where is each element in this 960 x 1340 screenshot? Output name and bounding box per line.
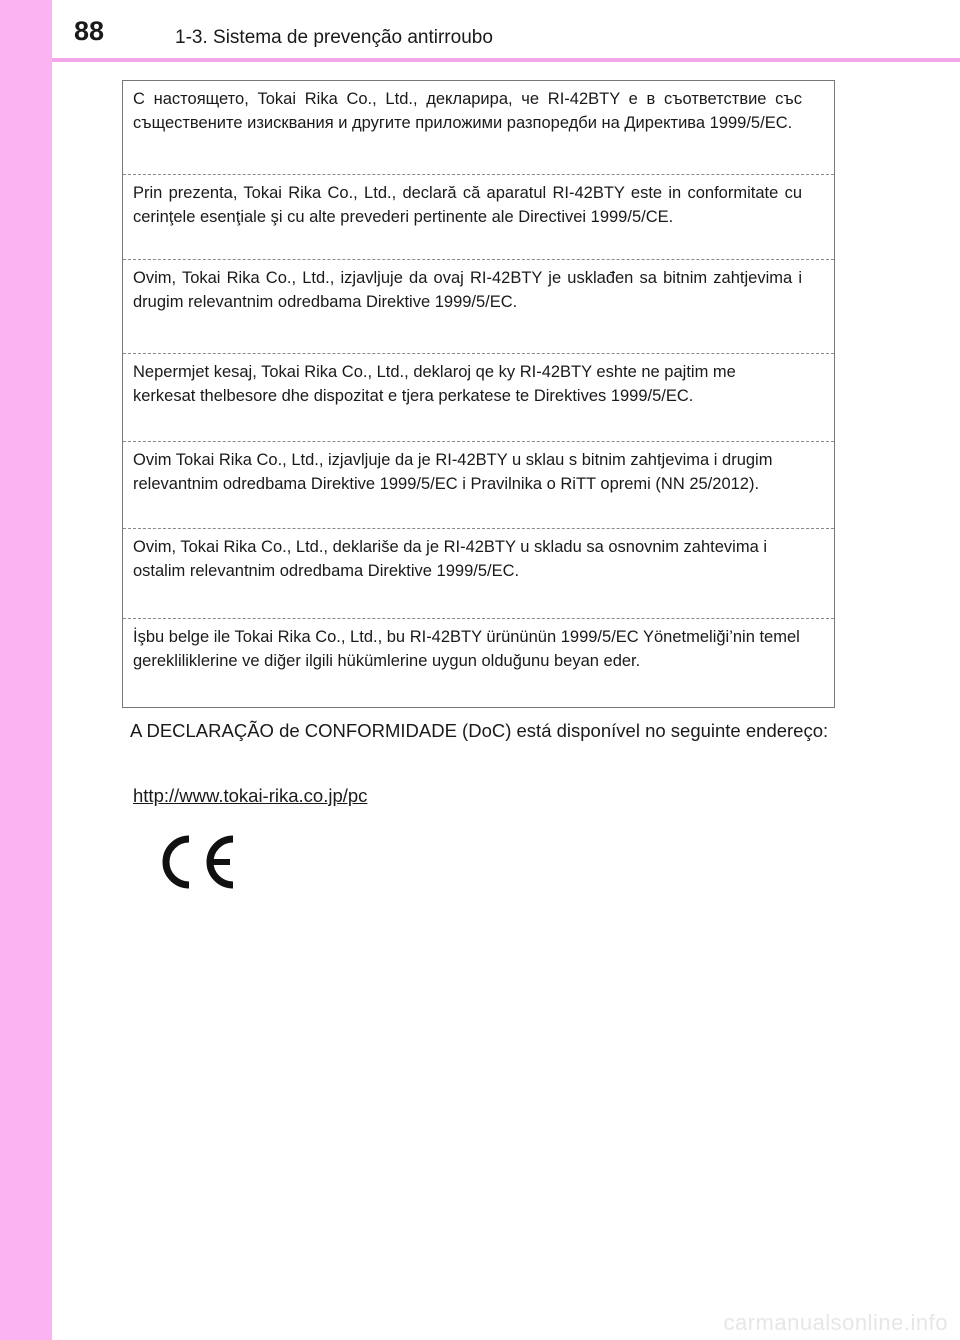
declaration-romanian: Prin prezenta, Tokai Rika Co., Ltd., declară că aparatul RI-42BTY este in conformitate cu cerinţele esenţiale şi cu alte prevederi pertinente ale Directivei 1999/5/CE. bbox=[123, 175, 834, 260]
declaration-turkish: İşbu belge ile Tokai Rika Co., Ltd., bu RI-42BTY ürününün 1999/5/EC Yönetmeliği’nin temel gerekliliklerine ve diğer ilgili hükümlerine uygun olduğunu beyan eder. bbox=[133, 628, 800, 670]
watermark: carmanualsonline.info bbox=[723, 1310, 948, 1335]
declaration-albanian: Nepermjet kesaj, Tokai Rika Co., Ltd., deklaroj qe ky RI-42BTY eshte ne pajtim me kerkesat thelbesore dhe dispozitat e tjera perkatese te Direktives 1999/5/EC. bbox=[123, 354, 834, 442]
section-title: 1-3. Sistema de prevenção antirroubo bbox=[175, 27, 493, 48]
declaration-bulgarian: С настоящето, Tokai Rika Co., Ltd., декларира, че RI-42BTY е в съответствие със съществените изисквания и другите приложими разпоредби на Директива 1999/5/ЕС. bbox=[123, 81, 834, 175]
left-accent-band bbox=[0, 0, 52, 1340]
declaration-serbian: Ovim, Tokai Rika Co., Ltd., deklariše da je RI-42BTY u skladu sa osnovnim zahtevima i ostalim relevantnim odredbama Direktive 1999/5/EC. bbox=[123, 529, 834, 619]
declaration-bosnian: Ovim, Tokai Rika Co., Ltd., izjavljuje da ovaj RI-42BTY je usklađen sa bitnim zahtjevima i drugim relevantnim odredbama Direktive 1999/5/EC. bbox=[123, 260, 834, 354]
ce-mark-icon bbox=[156, 833, 238, 896]
declarations-table bbox=[122, 80, 835, 708]
declaration-croatian: Ovim Tokai Rika Co., Ltd., izjavljuje da je RI-42BTY u sklau s bitnim zahtjevima i drugim relevantnim odredbama Direktive 1999/5/EC i Pravilnika o RiTT opremi (NN 25/2012). bbox=[123, 442, 834, 529]
doc-availability-text: A DECLARAÇÃO de CONFORMIDADE (DoC) está disponível no seguinte endereço: bbox=[130, 720, 829, 741]
doc-url-link[interactable]: http://www.tokai-rika.co.jp/pc bbox=[133, 785, 368, 806]
page-number: 88 bbox=[74, 16, 105, 46]
header-rule bbox=[52, 58, 960, 62]
